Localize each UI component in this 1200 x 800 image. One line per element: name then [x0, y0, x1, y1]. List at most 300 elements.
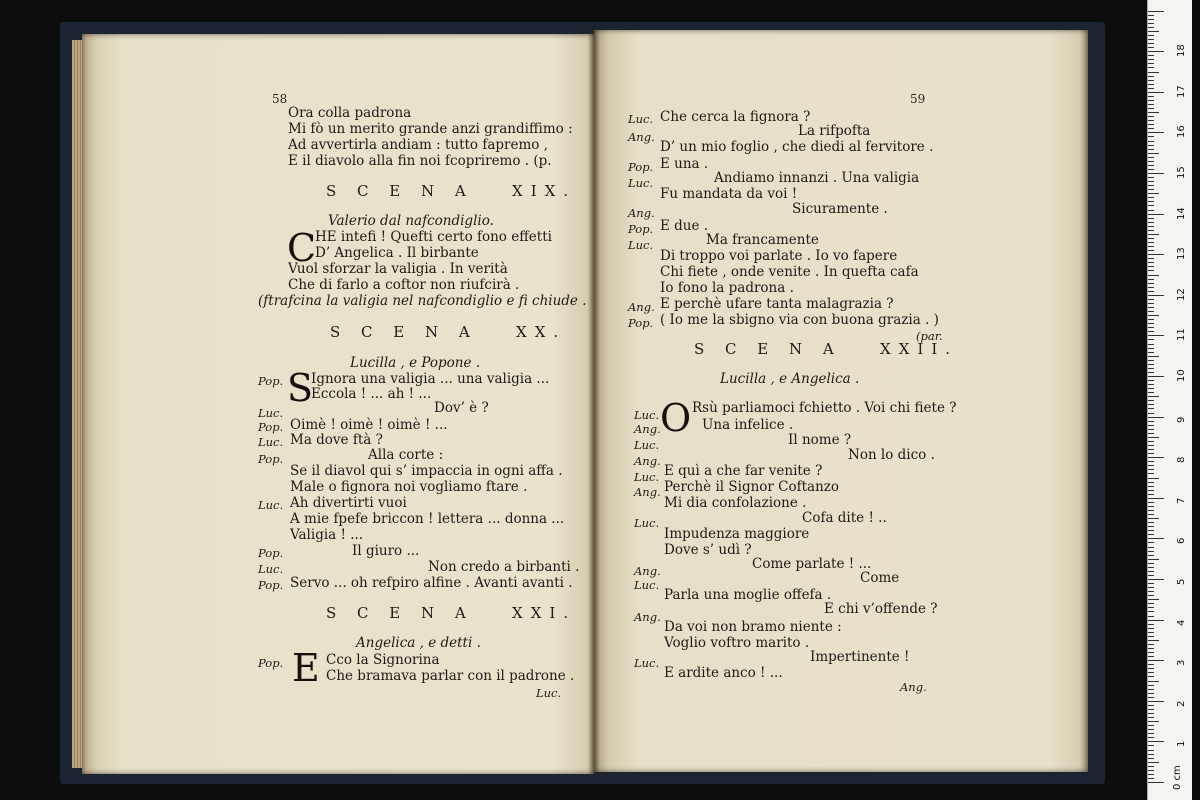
ruler-tick [1148, 279, 1154, 280]
ruler-number: 15 [1176, 166, 1187, 179]
ruler-tick [1148, 782, 1164, 783]
ruler-tick [1148, 132, 1164, 133]
scene-heading: S C E N A XXI. [326, 604, 577, 622]
speaker: Pop. [258, 656, 284, 670]
text-line: E il diavolo alla fin noi fcopriremo . (p. [288, 153, 552, 169]
ruler-tick [1148, 469, 1154, 470]
ruler-tick [1148, 108, 1154, 109]
text-line: Oimè ! oimè ! oimè ! ... [290, 417, 448, 433]
speaker: Pop. [258, 374, 284, 388]
speaker: Luc. [258, 435, 284, 449]
speaker: Luc. [634, 656, 660, 670]
text-line: E ardite anco ! ... [664, 665, 783, 681]
ruler-number: 9 [1176, 416, 1187, 423]
speaker: Luc. [258, 406, 284, 420]
ruler-tick [1148, 35, 1154, 36]
ruler-tick [1148, 270, 1154, 271]
ruler-tick [1148, 250, 1154, 251]
ruler-tick [1148, 599, 1159, 600]
ruler-tick [1148, 721, 1159, 722]
text-line: Fu mandata da voi ! [660, 186, 798, 202]
text-line: Io fono la padrona . [660, 280, 794, 296]
ruler-number: 18 [1176, 44, 1187, 58]
ruler-tick [1148, 254, 1164, 255]
ruler-tick [1148, 510, 1154, 511]
ruler-tick [1148, 697, 1154, 698]
speaker: Luc. [258, 498, 284, 512]
ruler-tick [1148, 112, 1159, 113]
ruler-tick [1148, 733, 1154, 734]
text-line: Il giuro ... [352, 543, 420, 559]
ruler-tick [1148, 754, 1154, 755]
text-line: E una . [660, 156, 709, 172]
text-line: E quì a che far venite ? [664, 463, 823, 479]
ruler-tick [1148, 417, 1164, 418]
text-line: E due . [660, 218, 709, 234]
ruler-tick [1148, 100, 1154, 101]
speaker: Pop. [258, 546, 284, 560]
ruler-tick [1148, 19, 1154, 20]
speaker: Luc. [634, 438, 660, 452]
ruler-tick [1148, 644, 1154, 645]
ruler-tick [1148, 141, 1154, 142]
ruler-tick [1148, 376, 1164, 377]
ruler-tick [1148, 453, 1154, 454]
ruler-tick [1148, 55, 1154, 56]
ruler-tick [1148, 205, 1154, 206]
ruler-unit-label: 0 cm [1172, 765, 1183, 790]
ruler-tick [1148, 506, 1154, 507]
text-line: Valigia ! ... [290, 527, 364, 543]
ruler-tick [1148, 177, 1154, 178]
ruler-tick [1148, 352, 1154, 353]
ruler-tick [1148, 218, 1154, 219]
ruler-tick [1148, 770, 1154, 771]
ruler-tick [1148, 76, 1154, 77]
ruler-tick [1148, 745, 1154, 746]
ruler-tick [1148, 628, 1154, 629]
ruler-tick [1148, 624, 1154, 625]
ruler-tick [1148, 295, 1164, 296]
text-line: E chi v’offende ? [824, 601, 938, 617]
ruler-tick [1148, 368, 1154, 369]
ruler-tick [1148, 579, 1164, 580]
ruler-tick [1148, 80, 1154, 81]
ruler-tick [1148, 648, 1154, 649]
ruler-tick [1148, 705, 1154, 706]
ruler-tick [1148, 214, 1164, 215]
text-line: Il nome ? [788, 432, 852, 448]
ruler-tick [1148, 526, 1154, 527]
ruler-tick [1148, 181, 1154, 182]
text-line: Voglio voftro marito . [664, 635, 810, 651]
ruler-tick [1148, 311, 1154, 312]
ruler-tick [1148, 575, 1154, 576]
ruler-tick [1148, 356, 1159, 357]
ruler-tick [1148, 437, 1159, 438]
ruler-tick [1148, 611, 1154, 612]
text-line: Cco la Signorina [326, 652, 440, 668]
ruler-tick [1148, 413, 1154, 414]
ruler-tick [1148, 563, 1154, 564]
text-line: Ma francamente [706, 232, 819, 248]
ruler-tick [1148, 96, 1154, 97]
text-line: E perchè ufare tanta malagrazia ? [660, 296, 894, 312]
text-line: Una infelice . [702, 417, 794, 433]
ruler-tick [1148, 676, 1154, 677]
ruler-tick [1148, 380, 1154, 381]
speaker: Ang. [634, 485, 661, 499]
ruler-tick [1148, 31, 1159, 32]
ruler-tick [1148, 664, 1154, 665]
ruler-tick [1148, 372, 1154, 373]
ruler-tick [1148, 741, 1164, 742]
ruler-tick [1148, 461, 1154, 462]
ruler-tick [1148, 84, 1154, 85]
ruler-tick [1148, 656, 1154, 657]
ruler-tick [1148, 59, 1154, 60]
ruler-tick [1148, 315, 1159, 316]
ruler-tick [1148, 51, 1164, 52]
ruler-tick [1148, 307, 1154, 308]
ruler-number: 8 [1176, 456, 1187, 464]
drop-cap: O [660, 396, 692, 440]
ruler-tick [1148, 542, 1154, 543]
ruler-tick [1148, 607, 1154, 608]
ruler-tick [1148, 39, 1154, 40]
speaker: Luc. [628, 238, 654, 252]
text-line: Come [860, 570, 900, 586]
text-line: Servo ... oh refpiro alfine . Avanti avanti . [290, 575, 573, 591]
ruler-tick [1148, 88, 1154, 89]
ruler-tick [1148, 490, 1154, 491]
speaker: Pop. [258, 420, 284, 434]
ruler-tick [1148, 124, 1154, 125]
stage-direction: Angelica , e detti . [356, 635, 481, 651]
left-page [82, 34, 594, 774]
ruler-tick [1148, 323, 1154, 324]
ruler-tick [1148, 473, 1154, 474]
ruler-number: 14 [1176, 206, 1187, 220]
ruler-tick [1148, 11, 1164, 12]
catchword: Luc. [536, 686, 562, 700]
ruler-tick [1148, 189, 1154, 190]
text-line: Di troppo voi parlate . Io vo fapere [660, 248, 898, 264]
ruler-tick [1148, 486, 1154, 487]
ruler-number: 1 [1176, 741, 1187, 748]
page-number: 58 [272, 92, 288, 106]
ruler-tick [1148, 632, 1154, 633]
ruler-tick [1148, 400, 1154, 401]
text-line: Che cerca la fignora ? [660, 109, 811, 125]
ruler-tick [1148, 67, 1154, 68]
ruler-tick [1148, 681, 1159, 682]
ruler-tick [1148, 92, 1164, 93]
ruler-tick [1148, 737, 1154, 738]
text-line: D’ Angelica . Il birbante [315, 245, 479, 261]
ruler-tick [1148, 27, 1154, 28]
ruler-tick [1148, 266, 1154, 267]
ruler-tick [1148, 145, 1154, 146]
ruler-tick [1148, 778, 1154, 779]
speaker: Pop. [628, 160, 654, 174]
ruler-tick [1148, 750, 1154, 751]
ruler-tick [1148, 668, 1154, 669]
speaker: Luc. [634, 470, 660, 484]
ruler-number: 12 [1176, 288, 1187, 301]
ruler-tick [1148, 287, 1154, 288]
ruler-tick [1148, 299, 1154, 300]
ruler-tick [1148, 408, 1154, 409]
ruler-tick [1148, 620, 1164, 621]
ruler-tick [1148, 392, 1154, 393]
ruler-tick [1148, 693, 1154, 694]
text-line: Ah divertirti vuoi [290, 495, 407, 511]
ruler-tick [1148, 72, 1159, 73]
ruler-tick [1148, 482, 1154, 483]
text-line: Ignora una valigia ... una valigia ... [311, 371, 550, 387]
ruler-tick [1148, 449, 1154, 450]
text-line: D’ un mio foglio , che diedi al fervitore . [660, 139, 934, 155]
ruler-number: 2 [1176, 700, 1187, 707]
ruler-tick [1148, 652, 1154, 653]
ruler-tick [1148, 23, 1154, 24]
ruler-tick [1148, 717, 1154, 718]
text-line: HE intefi ! Quefti certo fono effetti [315, 229, 552, 245]
text-line: Perchè il Signor Coftanzo [664, 479, 840, 495]
text-line: Ma dove ftà ? [290, 432, 383, 448]
ruler-tick [1148, 238, 1154, 239]
text-line: Impudenza maggiore [664, 526, 810, 542]
ruler-tick [1148, 47, 1154, 48]
ruler-tick [1148, 425, 1154, 426]
text-line: Rsù parliamoci fchietto . Voi chi fiete ? [692, 400, 957, 416]
ruler-tick [1148, 758, 1154, 759]
stage-direction: (ftrafcina la valigia nel nafcondiglio e fi chiude . [258, 293, 587, 309]
ruler-tick [1148, 689, 1154, 690]
ruler-number: 4 [1176, 619, 1187, 626]
scene-heading: S C E N A XXII. [694, 340, 959, 358]
stage-direction: (par. [916, 329, 943, 343]
speaker: Ang. [628, 300, 655, 314]
speaker: Ang. [628, 130, 655, 144]
text-line: Alla corte : [368, 447, 444, 463]
ruler-tick [1148, 128, 1154, 129]
ruler-tick [1148, 559, 1159, 560]
stage-direction: Lucilla , e Popone . [350, 355, 481, 371]
ruler-tick [1148, 116, 1154, 117]
speaker: Luc. [628, 112, 654, 126]
speaker: Ang. [634, 422, 661, 436]
ruler-tick [1148, 327, 1154, 328]
speaker: Pop. [258, 578, 284, 592]
ruler-tick [1148, 303, 1154, 304]
text-line: Come parlate ! ... [752, 556, 872, 572]
speaker: Luc. [628, 176, 654, 190]
ruler-tick [1148, 344, 1154, 345]
text-line: Che di farlo a coftor non riufcirà . [288, 277, 520, 293]
ruler-tick [1148, 433, 1154, 434]
ruler-tick [1148, 538, 1164, 539]
ruler-tick [1148, 43, 1154, 44]
ruler-tick [1148, 636, 1154, 637]
ruler-tick [1148, 157, 1154, 158]
ruler-tick [1148, 457, 1164, 458]
text-line: ( Io me la sbigno via con buona grazia . ) [660, 312, 939, 328]
text-line: La rifpofta [798, 123, 871, 139]
stage-direction: Lucilla , e Angelica . [720, 371, 860, 387]
ruler-tick [1148, 230, 1154, 231]
ruler-tick [1148, 603, 1154, 604]
ruler-tick [1148, 445, 1154, 446]
scene-heading: S C E N A XIX. [326, 182, 577, 200]
ruler-tick [1148, 339, 1154, 340]
ruler-tick [1148, 283, 1154, 284]
speaker: Luc. [258, 562, 284, 576]
ruler-number: 3 [1176, 659, 1187, 667]
ruler-tick [1148, 478, 1159, 479]
ruler-tick [1148, 547, 1154, 548]
ruler-number: 6 [1176, 538, 1187, 545]
ruler-tick [1148, 494, 1154, 495]
speaker: Pop. [628, 316, 654, 330]
ruler-tick [1148, 640, 1159, 641]
ruler-tick [1148, 709, 1154, 710]
ruler-tick [1148, 567, 1154, 568]
ruler-tick [1148, 246, 1154, 247]
page-number: 59 [910, 92, 926, 106]
ruler-tick [1148, 222, 1154, 223]
ruler-tick [1148, 136, 1154, 137]
ruler-tick [1148, 360, 1154, 361]
ruler-tick [1148, 534, 1154, 535]
ruler-tick [1148, 364, 1154, 365]
ruler-tick [1148, 429, 1154, 430]
ruler-tick [1148, 591, 1154, 592]
text-line: A mie fpefe briccon ! lettera ... donna ... [290, 511, 565, 527]
speaker: Ang. [634, 610, 661, 624]
text-line: Che bramava parlar con il padrone . [326, 668, 575, 684]
text-line: Ad avvertirla andiam : tutto fapremo , [288, 137, 548, 153]
ruler-tick [1148, 404, 1154, 405]
speaker: Luc. [634, 516, 660, 530]
text-line: Mi dia confolazione . [664, 495, 807, 511]
ruler-tick [1148, 465, 1154, 466]
ruler-tick [1148, 530, 1154, 531]
text-line: Chi fiete , onde venite . In quefta cafa [660, 264, 919, 280]
ruler-tick [1148, 185, 1154, 186]
text-line: Dov’ è ? [434, 400, 489, 416]
ruler-tick [1148, 319, 1154, 320]
scene-heading: S C E N A XX. [330, 323, 567, 341]
ruler-tick [1148, 173, 1164, 174]
ruler-tick [1148, 226, 1154, 227]
ruler-tick [1148, 258, 1154, 259]
ruler-tick [1148, 193, 1159, 194]
stage-direction: Valerio dal nafcondiglio. [328, 213, 494, 229]
ruler-tick [1148, 242, 1154, 243]
drop-cap: S [287, 366, 314, 410]
ruler-tick [1148, 169, 1154, 170]
speaker: Luc. [634, 578, 660, 592]
text-line: Vuol sforzar la valigia . In verità [288, 261, 508, 277]
ruler-tick [1148, 441, 1154, 442]
ruler-tick [1148, 685, 1154, 686]
text-line: Ora colla padrona [288, 105, 412, 121]
ruler-tick [1148, 522, 1154, 523]
speaker: Ang. [628, 206, 655, 220]
ruler-tick [1148, 104, 1154, 105]
ruler-tick [1148, 766, 1154, 767]
ruler-tick [1148, 234, 1159, 235]
ruler-number: 7 [1176, 497, 1187, 504]
ruler-number: 10 [1176, 369, 1187, 382]
ruler-tick [1148, 551, 1154, 552]
ruler-tick [1148, 514, 1154, 515]
ruler-tick [1148, 165, 1154, 166]
ruler-tick [1148, 616, 1154, 617]
text-line: Sicuramente . [792, 201, 888, 217]
drop-cap: C [287, 226, 317, 270]
ruler-tick [1148, 63, 1154, 64]
speaker: Ang. [634, 564, 661, 578]
ruler-tick [1148, 762, 1159, 763]
drop-cap: E [292, 646, 320, 690]
ruler-tick [1148, 388, 1154, 389]
ruler-tick [1148, 210, 1154, 211]
ruler-tick [1148, 331, 1154, 332]
text-line: Dove s’ udì ? [664, 542, 752, 558]
ruler-number: 16 [1176, 125, 1187, 139]
ruler-tick [1148, 197, 1154, 198]
ruler-tick [1148, 660, 1164, 661]
ruler-tick [1148, 15, 1154, 16]
text-line: Non credo a birbanti . [428, 559, 580, 575]
ruler-tick [1148, 335, 1164, 336]
ruler-tick [1148, 161, 1154, 162]
text-line: Andiamo innanzi . Una valigia [714, 170, 920, 186]
ruler-tick [1148, 725, 1154, 726]
ruler-tick [1148, 275, 1159, 276]
ruler-tick [1148, 701, 1164, 702]
ruler-tick [1148, 201, 1154, 202]
ruler-tick [1148, 262, 1154, 263]
speaker: Pop. [628, 222, 654, 236]
ruler-number: 17 [1176, 85, 1187, 98]
ruler-tick [1148, 421, 1154, 422]
ruler-number: 11 [1176, 328, 1187, 342]
ruler-tick [1148, 149, 1154, 150]
ruler-tick [1148, 713, 1154, 714]
speaker: Pop. [258, 452, 284, 466]
ruler-number: 13 [1176, 247, 1187, 261]
right-page [594, 30, 1088, 772]
ruler-tick [1148, 396, 1159, 397]
text-line: Parla una moglie offefa . [664, 587, 832, 603]
ruler-tick [1148, 384, 1154, 385]
speaker: Ang. [634, 454, 661, 468]
ruler-tick [1148, 291, 1154, 292]
text-line: Mi fò un merito grande anzi grandiffimo : [288, 121, 573, 137]
text-line: Cofa dite ! .. [802, 510, 887, 526]
measuring-ruler [1147, 0, 1192, 800]
ruler-tick [1148, 571, 1154, 572]
ruler-tick [1148, 518, 1159, 519]
catchword: Ang. [900, 680, 927, 694]
ruler-tick [1148, 153, 1159, 154]
ruler-number: 5 [1176, 578, 1187, 585]
text-line: Impertinente ! [810, 649, 910, 665]
